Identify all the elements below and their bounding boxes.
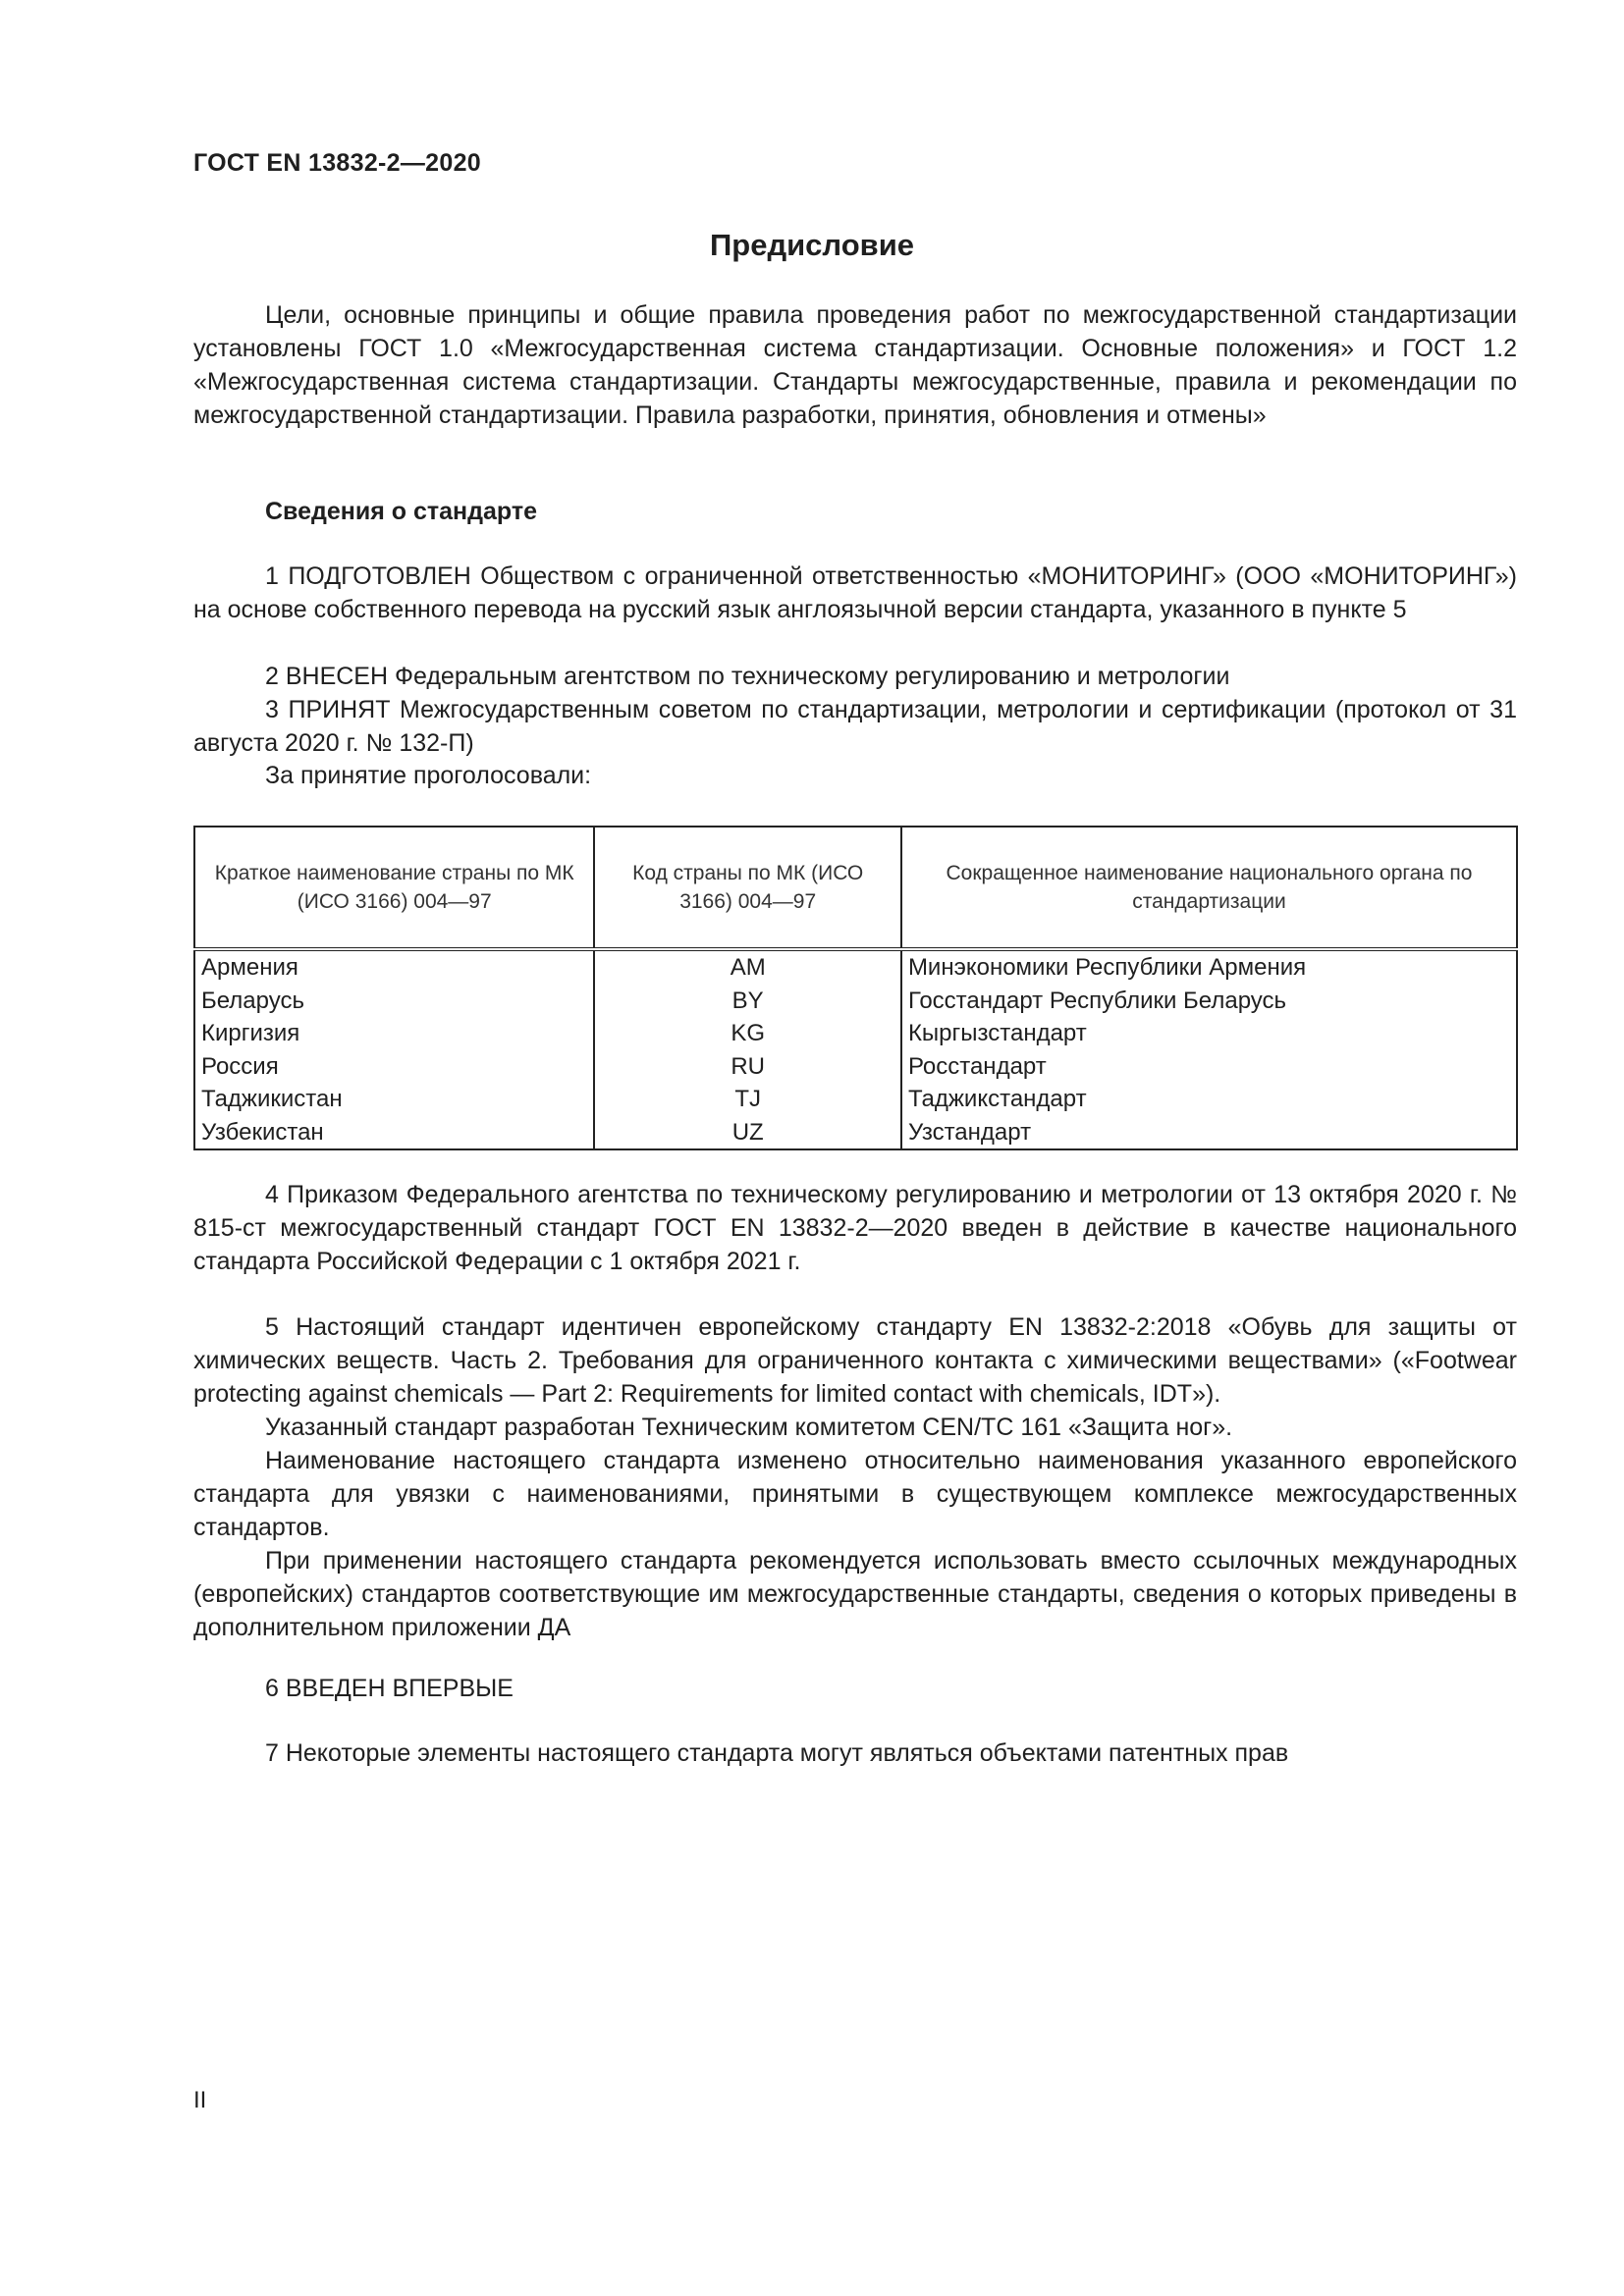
code-cell: TJ: [594, 1083, 901, 1116]
code-cell: RU: [594, 1050, 901, 1084]
code-cell: KG: [594, 1017, 901, 1050]
item-4: 4 Приказом Федерального агентства по техническому регулированию и метрологии от 13 октября 2020 г. № 815-ст межгосударственный стандарт ГОСТ EN 13832-2—2020 введен в действие в качестве национального стандарта Российской Федерации с 1 октября 2021 г.: [193, 1181, 1517, 1275]
code-cell: UZ: [594, 1116, 901, 1150]
column-header-country: Краткое наименование страны по МК (ИСО 3166) 004—97: [194, 827, 594, 949]
code-cell: AM: [594, 949, 901, 985]
section-heading: Сведения о стандарте: [265, 498, 538, 525]
intro-paragraph: Цели, основные принципы и общие правила проведения работ по межгосударственной стандартизации установлены ГОСТ 1.0 «Межгосударственная система стандартизации. Основные положения» и ГОСТ 1.2 «Межгосударственная система стандартизации. Стандарты межгосударственные, правила и рекомендации по межгосударственной стандартизации. Правила разработки, принятия, обновления и отмены»: [193, 301, 1517, 429]
item-5: 5 Настоящий стандарт идентичен европейскому стандарту EN 13832-2:2018 «Обувь для защиты от химических веществ. Часть 2. Требования для ограниченного контакта с химическими веществами» («Footwear protecting against chemicals — Part 2: Requirements for limited contact with chemicals, IDT»).: [193, 1313, 1517, 1408]
table-row: [194, 1116, 1517, 1150]
body-cell: Узстандарт: [901, 1116, 1517, 1150]
countries-table: [193, 826, 1518, 1150]
table-row: [194, 1083, 1517, 1116]
body-cell: Росстандарт: [901, 1050, 1517, 1084]
country-cell: Киргизия: [194, 1017, 594, 1050]
item-6: 6 ВВЕДЕН ВПЕРВЫЕ: [265, 1675, 514, 1702]
item-1: 1 ПОДГОТОВЛЕН Обществом с ограниченной ответственностью «МОНИТОРИНГ» (ООО «МОНИТОРИНГ») на основе собственного перевода на русский язык англоязычной версии стандарта, указанного в пункте 5: [193, 562, 1517, 623]
body-cell: Минэкономики Республики Армения: [901, 949, 1517, 985]
item-5-references: При применении настоящего стандарта рекомендуется использовать вместо ссылочных международных (европейских) стандартов соответствующие им межгосударственные стандарты, сведения о которых приведены в дополнительном приложении ДА: [193, 1547, 1517, 1641]
item-2: 2 ВНЕСЕН Федеральным агентством по техническому регулированию и метрологии: [265, 663, 1230, 690]
voted-label: За принятие проголосовали:: [265, 762, 592, 789]
country-cell: Россия: [194, 1050, 594, 1084]
column-header-code: Код страны по МК (ИСО 3166) 004—97: [594, 827, 901, 949]
item-5-committee: Указанный стандарт разработан Техническим комитетом CEN/TC 161 «Защита ног».: [265, 1414, 1233, 1441]
item-7: 7 Некоторые элементы настоящего стандарта могут являться объектами патентных прав: [265, 1739, 1289, 1767]
table-row: [194, 985, 1517, 1018]
table-row: [194, 1050, 1517, 1084]
country-cell: Узбекистан: [194, 1116, 594, 1150]
table-row: [194, 949, 1517, 985]
body-cell: Таджикстандарт: [901, 1083, 1517, 1116]
document-code: ГОСТ EN 13832-2—2020: [193, 149, 481, 177]
code-cell: BY: [594, 985, 901, 1018]
table-row: [194, 1017, 1517, 1050]
country-cell: Таджикистан: [194, 1083, 594, 1116]
column-header-body: Сокращенное наименование национального органа по стандартизации: [901, 827, 1517, 949]
body-cell: Кыргызстандарт: [901, 1017, 1517, 1050]
item-3: 3 ПРИНЯТ Межгосударственным советом по стандартизации, метрологии и сертификации (протокол от 31 августа 2020 г. № 132-П): [193, 696, 1517, 757]
page-number: II: [193, 2087, 207, 2113]
body-cell: Госстандарт Республики Беларусь: [901, 985, 1517, 1018]
country-cell: Армения: [194, 949, 594, 985]
table-header-row: [194, 827, 1517, 949]
page-title: Предисловие: [709, 228, 914, 262]
country-cell: Беларусь: [194, 985, 594, 1018]
item-5-name-change: Наименование настоящего стандарта изменено относительно наименования указанного европейского стандарта для увязки с наименованиями, принятыми в существующем комплексе межгосударственных стандартов.: [193, 1447, 1517, 1541]
